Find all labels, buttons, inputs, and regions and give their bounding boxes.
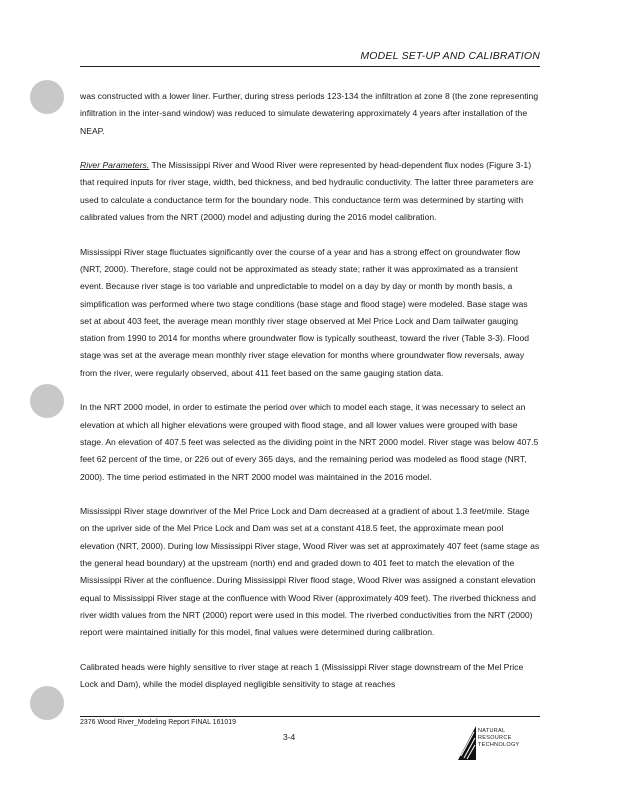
logo-line: NATURAL	[478, 728, 506, 734]
page-number: 3-4	[283, 732, 296, 742]
company-logo	[456, 722, 532, 762]
paragraph-5: Mississippi River stage downriver of the Mel Price Lock and Dam decreased at a gradient of about 1.3 feet/mile. Stage on the upriver side of the Mel Price Lock and Dam was set at a constant 418.5 feet, the approximate mean pool elevation (NRT, 2000). During low Mississippi River stage, Wood River was set at approximately 407 feet (same stage as the general head boundary) at the upstream (north) end and graded down to 401 feet to match the elevation of the Mississippi River at the confluence. During Mississippi River flood stage, Wood River was assigned a constant elevation equal to Mississippi River stage at the confluence with Wood River (approximately 409 feet). The riverbed thickness and river width values from the NRT (2000) report were used in this model. The riverbed conductivities from the NRT (2000) report were maintained initially for this model, final values were determined during calibration.	[80, 506, 540, 638]
paragraph-2	[80, 157, 540, 226]
paragraph-6: Calibrated heads were highly sensitive to river stage at reach 1 (Mississippi River stage downstream of the Mel Price Lock and Dam), while the model displayed negligible sensitivity to stage at reaches	[80, 661, 524, 690]
paragraph-3: Mississippi River stage fluctuates significantly over the course of a year and has a strong effect on groundwater flow (NRT, 2000). Therefore, stage could not be approximated as steady state; rather it was approximated as a transient event. Because river stage is too variable and unpredictable to model on a day by day or month by month basis, a simplification was performed where two stage conditions (base stage and flood stage) were modeled. Base stage was set at about 403 feet, the average mean monthly river stage observed at Mel Price Lock and Dam tailwater gauging station from 1990 to 2014 for months where groundwater flow is typically southeast, toward the river (Table 3-3). Flood stage was set at the average mean monthly river stage elevation for months where groundwater flow reversals, away from the river, were regularly observed, about 411 feet based on the same gauging station data.	[80, 246, 530, 378]
logo-line: RESOURCE	[478, 735, 512, 741]
footer-rule	[80, 716, 540, 717]
binder-hole	[30, 80, 64, 114]
page-body	[80, 88, 540, 693]
paragraph-4: In the NRT 2000 model, in order to estimate the period over which to model each stage, it was necessary to select an elevation at which all higher elevations were grouped with flood stage, and all lower values were grouped with base stage. An elevation of 407.5 feet was selected as the dividing point in the NRT 2000 model. River stage was below 407.5 feet 62 percent of the time, or 226 out of every 365 days, and the remaining period was modeled as flood stage (NRT, 2000). The time period estimated in the NRT 2000 model was maintained in the 2016 model.	[80, 402, 539, 482]
header-rule	[80, 66, 540, 67]
binder-hole	[30, 384, 64, 418]
footer-file-name: 2376 Wood River_Modeling Report FINAL 161019	[80, 719, 237, 726]
river-parameters-heading: River Parameters.	[80, 160, 150, 171]
header-title: MODEL SET-UP AND CALIBRATION	[360, 50, 540, 62]
logo-line: TECHNOLOGY	[478, 742, 520, 748]
logo-text	[478, 728, 520, 749]
binder-hole	[30, 686, 64, 720]
logo-mark-icon	[456, 722, 478, 762]
paragraph-2-text: The Mississippi River and Wood River were represented by head-dependent flux nodes (Figure 3-1) that required inputs for river stage, width, bed thickness, and bed hydraulic conductivity. The latter three parameters are used to calculate a conductance term for the boundary node. This conductance term was determined by starting with calibrated values from the NRT (2000) model and adjusting during the 2016 model calibration.	[80, 160, 534, 223]
paragraph-1: was constructed with a lower liner. Further, during stress periods 123-134 the infiltration at zone 8 (the zone representing infiltration in the inter-sand window) was reduced to simulate dewatering approximately 4 years after installation of the NEAP.	[80, 91, 539, 136]
